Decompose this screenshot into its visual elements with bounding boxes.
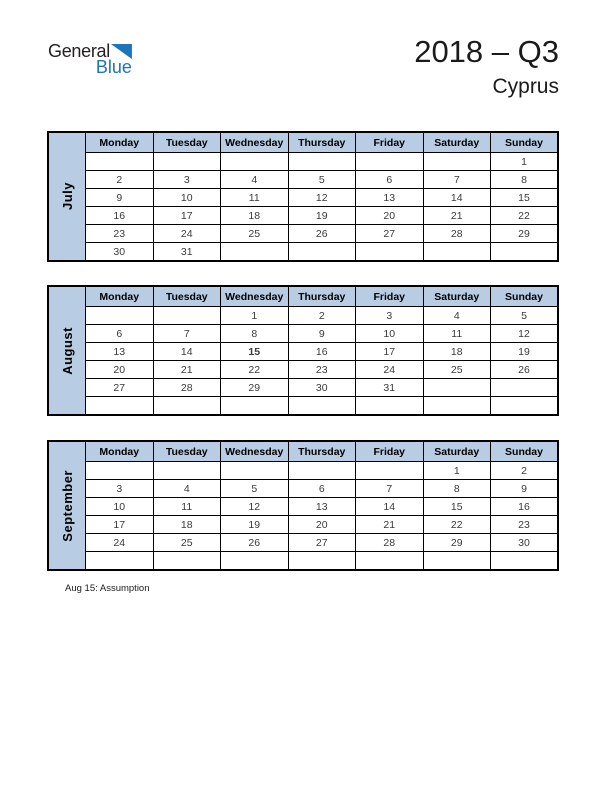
logo-text-blue: Blue bbox=[95, 57, 132, 77]
day-cell: 6 bbox=[86, 325, 154, 343]
day-cell: 1 bbox=[423, 462, 491, 480]
day-cell: 19 bbox=[491, 343, 559, 361]
day-cell: 5 bbox=[288, 171, 356, 189]
day-cell: 12 bbox=[221, 498, 289, 516]
day-cell bbox=[288, 153, 356, 171]
title-block bbox=[414, 34, 559, 99]
day-cell bbox=[153, 153, 221, 171]
day-header: Friday bbox=[356, 286, 424, 307]
week-row bbox=[48, 462, 558, 480]
day-cell: 29 bbox=[423, 534, 491, 552]
month-table-july bbox=[47, 131, 559, 262]
day-cell bbox=[86, 552, 154, 571]
day-header: Wednesday bbox=[221, 441, 289, 462]
day-cell: 30 bbox=[86, 243, 154, 262]
day-header: Thursday bbox=[288, 441, 356, 462]
month-table-august bbox=[47, 285, 559, 416]
day-cell: 16 bbox=[288, 343, 356, 361]
logo-text-general: General bbox=[48, 41, 110, 61]
day-cell bbox=[153, 552, 221, 571]
day-cell bbox=[86, 397, 154, 416]
day-cell: 20 bbox=[356, 207, 424, 225]
day-cell: 17 bbox=[356, 343, 424, 361]
day-cell: 4 bbox=[221, 171, 289, 189]
day-cell: 29 bbox=[491, 225, 559, 243]
day-cell: 28 bbox=[153, 379, 221, 397]
day-cell bbox=[356, 153, 424, 171]
day-cell bbox=[491, 397, 559, 416]
day-cell: 30 bbox=[491, 534, 559, 552]
week-row bbox=[48, 325, 558, 343]
day-cell: 26 bbox=[491, 361, 559, 379]
day-cell bbox=[288, 397, 356, 416]
day-cell: 24 bbox=[356, 361, 424, 379]
day-header: Monday bbox=[86, 441, 154, 462]
day-cell bbox=[221, 462, 289, 480]
day-cell bbox=[356, 462, 424, 480]
day-cell bbox=[423, 243, 491, 262]
day-cell: 9 bbox=[491, 480, 559, 498]
day-header: Sunday bbox=[491, 132, 559, 153]
day-cell bbox=[491, 552, 559, 571]
day-header: Tuesday bbox=[153, 132, 221, 153]
week-row bbox=[48, 361, 558, 379]
day-cell bbox=[86, 153, 154, 171]
day-cell: 15 bbox=[423, 498, 491, 516]
day-cell: 28 bbox=[423, 225, 491, 243]
week-row bbox=[48, 243, 558, 262]
day-header: Tuesday bbox=[153, 286, 221, 307]
week-row bbox=[48, 207, 558, 225]
day-cell: 7 bbox=[423, 171, 491, 189]
day-cell: 4 bbox=[153, 480, 221, 498]
day-cell: 5 bbox=[221, 480, 289, 498]
day-cell: 15 bbox=[221, 343, 289, 361]
day-header: Friday bbox=[356, 132, 424, 153]
day-cell bbox=[153, 307, 221, 325]
day-header: Wednesday bbox=[221, 132, 289, 153]
day-cell: 21 bbox=[423, 207, 491, 225]
day-cell: 27 bbox=[356, 225, 424, 243]
day-cell: 14 bbox=[153, 343, 221, 361]
week-row bbox=[48, 189, 558, 207]
day-cell: 25 bbox=[221, 225, 289, 243]
day-cell bbox=[491, 379, 559, 397]
day-cell bbox=[356, 552, 424, 571]
day-cell: 26 bbox=[221, 534, 289, 552]
day-cell: 1 bbox=[221, 307, 289, 325]
day-cell: 8 bbox=[423, 480, 491, 498]
week-row bbox=[48, 379, 558, 397]
day-cell: 21 bbox=[356, 516, 424, 534]
day-cell bbox=[221, 243, 289, 262]
day-cell: 22 bbox=[423, 516, 491, 534]
day-cell bbox=[153, 397, 221, 416]
day-cell: 5 bbox=[491, 307, 559, 325]
day-cell: 11 bbox=[153, 498, 221, 516]
week-row bbox=[48, 534, 558, 552]
day-cell bbox=[86, 307, 154, 325]
day-cell: 17 bbox=[86, 516, 154, 534]
day-cell: 26 bbox=[288, 225, 356, 243]
day-header: Sunday bbox=[491, 286, 559, 307]
month-label-cell bbox=[48, 286, 86, 415]
day-cell: 30 bbox=[288, 379, 356, 397]
day-header: Friday bbox=[356, 441, 424, 462]
day-cell bbox=[221, 552, 289, 571]
day-cell bbox=[423, 552, 491, 571]
day-cell bbox=[288, 552, 356, 571]
day-cell: 11 bbox=[423, 325, 491, 343]
day-cell: 27 bbox=[288, 534, 356, 552]
week-row bbox=[48, 307, 558, 325]
page-subtitle: Cyprus bbox=[492, 74, 559, 98]
month-label-cell bbox=[48, 441, 86, 570]
day-cell: 6 bbox=[288, 480, 356, 498]
day-cell bbox=[356, 243, 424, 262]
day-cell: 25 bbox=[423, 361, 491, 379]
day-header: Monday bbox=[86, 286, 154, 307]
day-header: Wednesday bbox=[221, 286, 289, 307]
day-cell: 25 bbox=[153, 534, 221, 552]
day-cell: 12 bbox=[491, 325, 559, 343]
day-header: Monday bbox=[86, 132, 154, 153]
day-cell: 10 bbox=[153, 189, 221, 207]
day-cell: 6 bbox=[356, 171, 424, 189]
day-cell: 31 bbox=[153, 243, 221, 262]
day-cell: 19 bbox=[221, 516, 289, 534]
day-cell: 22 bbox=[491, 207, 559, 225]
day-cell: 8 bbox=[221, 325, 289, 343]
day-cell: 20 bbox=[86, 361, 154, 379]
day-cell: 3 bbox=[356, 307, 424, 325]
day-cell: 29 bbox=[221, 379, 289, 397]
week-row bbox=[48, 552, 558, 571]
day-header: Thursday bbox=[288, 286, 356, 307]
day-cell: 18 bbox=[423, 343, 491, 361]
week-row bbox=[48, 397, 558, 416]
week-row bbox=[48, 171, 558, 189]
day-cell: 9 bbox=[86, 189, 154, 207]
day-cell: 10 bbox=[356, 325, 424, 343]
day-cell: 3 bbox=[86, 480, 154, 498]
week-row bbox=[48, 225, 558, 243]
day-header: Sunday bbox=[491, 441, 559, 462]
day-header: Saturday bbox=[423, 286, 491, 307]
day-cell bbox=[423, 153, 491, 171]
week-row bbox=[48, 516, 558, 534]
week-row bbox=[48, 498, 558, 516]
day-cell: 9 bbox=[288, 325, 356, 343]
day-cell bbox=[491, 243, 559, 262]
day-cell bbox=[221, 397, 289, 416]
day-cell: 24 bbox=[153, 225, 221, 243]
day-cell: 23 bbox=[491, 516, 559, 534]
day-cell: 12 bbox=[288, 189, 356, 207]
page-title: 2018 – Q3 bbox=[414, 34, 559, 69]
day-cell: 24 bbox=[86, 534, 154, 552]
day-cell: 16 bbox=[86, 207, 154, 225]
day-header: Thursday bbox=[288, 132, 356, 153]
day-cell: 18 bbox=[221, 207, 289, 225]
day-cell: 20 bbox=[288, 516, 356, 534]
day-cell: 3 bbox=[153, 171, 221, 189]
day-cell bbox=[423, 379, 491, 397]
day-header: Tuesday bbox=[153, 441, 221, 462]
day-cell: 13 bbox=[356, 189, 424, 207]
day-cell: 7 bbox=[356, 480, 424, 498]
day-cell: 13 bbox=[86, 343, 154, 361]
day-cell: 22 bbox=[221, 361, 289, 379]
day-header: Saturday bbox=[423, 441, 491, 462]
day-cell: 4 bbox=[423, 307, 491, 325]
holiday-note: Aug 15: Assumption bbox=[65, 583, 150, 594]
day-cell: 13 bbox=[288, 498, 356, 516]
day-cell: 15 bbox=[491, 189, 559, 207]
day-cell: 27 bbox=[86, 379, 154, 397]
day-cell: 2 bbox=[86, 171, 154, 189]
day-cell: 18 bbox=[153, 516, 221, 534]
week-row bbox=[48, 480, 558, 498]
day-cell bbox=[86, 462, 154, 480]
day-cell bbox=[221, 153, 289, 171]
month-table-september bbox=[47, 440, 559, 571]
day-cell bbox=[153, 462, 221, 480]
week-row bbox=[48, 343, 558, 361]
week-row bbox=[48, 153, 558, 171]
day-cell: 28 bbox=[356, 534, 424, 552]
day-cell bbox=[288, 243, 356, 262]
day-cell: 14 bbox=[423, 189, 491, 207]
month-name: July bbox=[59, 182, 75, 211]
day-cell: 2 bbox=[491, 462, 559, 480]
day-cell: 7 bbox=[153, 325, 221, 343]
day-cell: 17 bbox=[153, 207, 221, 225]
day-cell: 19 bbox=[288, 207, 356, 225]
month-label-cell bbox=[48, 132, 86, 261]
day-cell bbox=[288, 462, 356, 480]
day-cell: 8 bbox=[491, 171, 559, 189]
day-cell: 21 bbox=[153, 361, 221, 379]
day-cell: 2 bbox=[288, 307, 356, 325]
day-cell: 23 bbox=[288, 361, 356, 379]
day-cell: 16 bbox=[491, 498, 559, 516]
day-cell: 14 bbox=[356, 498, 424, 516]
month-name: September bbox=[59, 469, 75, 542]
day-cell bbox=[356, 397, 424, 416]
day-cell: 10 bbox=[86, 498, 154, 516]
general-blue-logo bbox=[48, 42, 132, 76]
day-cell: 23 bbox=[86, 225, 154, 243]
day-cell: 11 bbox=[221, 189, 289, 207]
day-cell: 31 bbox=[356, 379, 424, 397]
day-cell bbox=[423, 397, 491, 416]
day-cell: 1 bbox=[491, 153, 559, 171]
month-name: August bbox=[59, 326, 75, 375]
day-header: Saturday bbox=[423, 132, 491, 153]
